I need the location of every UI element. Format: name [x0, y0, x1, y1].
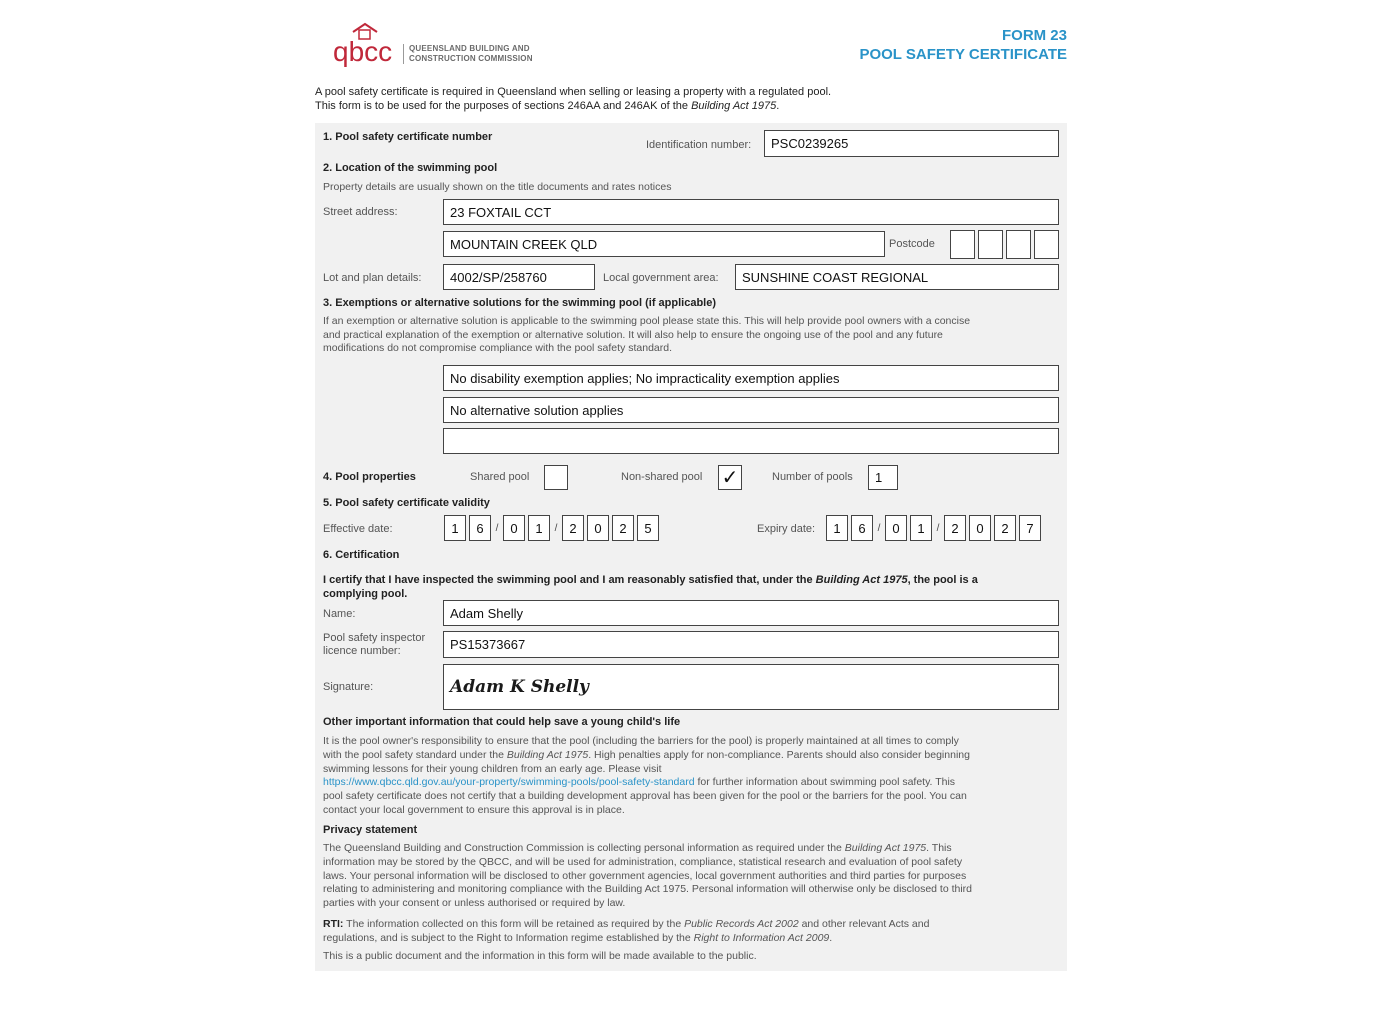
- rti-act: Public Records Act 2002: [684, 918, 799, 930]
- privacy-text: [323, 842, 1055, 911]
- exemptions-note-line: modifications do not compromise compliance with the pool safety standard.: [323, 342, 673, 355]
- expiry-date-digit[interactable]: 1: [910, 515, 932, 541]
- date-separator: /: [554, 522, 558, 534]
- other-info-line: contact your local government to ensure this approval is in place.: [323, 803, 625, 816]
- street-address-line-1[interactable]: 23 FOXTAIL CCT: [443, 199, 1059, 225]
- number-of-pools-field[interactable]: 1: [868, 465, 898, 490]
- other-info-text-part: with the pool safety standard under the: [323, 748, 507, 761]
- expiry-date-digit[interactable]: 0: [969, 515, 991, 541]
- effective-date-digit[interactable]: 5: [637, 515, 659, 541]
- intro-line-2: [315, 99, 831, 113]
- exemption-line-1[interactable]: No disability exemption applies; No impracticality exemption applies: [443, 365, 1059, 391]
- effective-date-digit[interactable]: 0: [503, 515, 525, 541]
- exemptions-note: [323, 315, 1058, 356]
- licence-number-label: [323, 632, 425, 658]
- rti-line: [323, 918, 1055, 932]
- effective-date-digit[interactable]: 1: [444, 515, 466, 541]
- signature-label: Signature:: [323, 681, 374, 693]
- expiry-date-digit[interactable]: 2: [944, 515, 966, 541]
- postcode-label: Postcode: [889, 238, 935, 250]
- certification-act: Building Act 1975: [815, 574, 908, 586]
- form-title: POOL SAFETY CERTIFICATE: [859, 46, 1067, 63]
- exemption-line-3[interactable]: [443, 428, 1059, 454]
- other-info-text-part: for further information about swimming pool safety. This: [694, 776, 956, 789]
- rti-text-part: regulations, and is subject to the Right to Information regime established by the: [323, 931, 694, 944]
- rti-text-part: The information collected on this form will be retained as required by the: [343, 918, 685, 930]
- logo-divider: [403, 44, 404, 64]
- section-5-heading: 5. Pool safety certificate validity: [323, 497, 490, 509]
- form-heading: [859, 26, 1067, 64]
- lot-plan-field[interactable]: 4002/SP/258760: [443, 264, 595, 290]
- exemption-line-2[interactable]: No alternative solution applies: [443, 397, 1059, 423]
- other-info-act: Building Act 1975: [506, 748, 589, 761]
- section-2-heading: 2. Location of the swimming pool: [323, 162, 498, 174]
- rti-line: [323, 932, 1055, 946]
- privacy-line: relating to administering and monitoring compliance with the Building Act 1975. Personal information will otherwise only be disclosed to third: [323, 883, 973, 896]
- property-details-note: Property details are usually shown on the title documents and rates notices: [323, 181, 672, 193]
- logo-line-2: CONSTRUCTION COMMISSION: [409, 54, 533, 63]
- date-separator: /: [495, 522, 499, 534]
- name-field[interactable]: Adam Shelly: [443, 600, 1059, 626]
- expiry-date-digit[interactable]: 2: [994, 515, 1016, 541]
- certification-text-end: , the pool is a: [907, 574, 978, 586]
- other-info-heading: Other important information that could help save a young child's life: [323, 716, 681, 728]
- licence-label-line-1: Pool safety inspector: [323, 632, 426, 644]
- rti-label: RTI:: [323, 918, 344, 930]
- effective-date-field: [444, 515, 659, 541]
- number-of-pools-label: Number of pools: [772, 471, 853, 483]
- rti-text-part: and other relevant Acts and: [798, 918, 930, 930]
- section-4-heading: 4. Pool properties: [323, 471, 416, 483]
- privacy-act: Building Act 1975: [844, 842, 927, 854]
- privacy-text-part: The Queensland Building and Construction Commission is collecting personal information as required under the: [323, 842, 845, 854]
- certification-statement: [323, 573, 1058, 601]
- effective-date-digit[interactable]: 2: [612, 515, 634, 541]
- street-address-line-2[interactable]: MOUNTAIN CREEK QLD: [443, 231, 885, 257]
- privacy-text-part: . This: [926, 842, 952, 854]
- intro-text: [315, 85, 831, 113]
- identification-number-field[interactable]: PSC0239265: [764, 130, 1059, 157]
- qbcc-logo: [333, 20, 403, 76]
- expiry-date-field: [826, 515, 1041, 541]
- identification-number-label: Identification number:: [646, 139, 752, 151]
- certification-line-2: complying pool.: [323, 588, 408, 600]
- logo-mark: qbcc: [333, 36, 393, 67]
- signature-field[interactable]: Adam K Shelly: [443, 664, 1059, 710]
- public-document-note: This is a public document and the information in this form will be made available to the public.: [323, 950, 757, 962]
- exemptions-note-line: If an exemption or alternative solution is applicable to the swimming pool please state this. This will help provide pool owners with a concise: [323, 315, 971, 327]
- postcode-digit[interactable]: [950, 230, 975, 259]
- privacy-heading: Privacy statement: [323, 824, 418, 836]
- other-info-line: [323, 776, 1055, 790]
- effective-date-digit[interactable]: 0: [587, 515, 609, 541]
- other-info-text-part: . High penalties apply for non-compliance. Parents should also consider beginning: [588, 748, 970, 761]
- certification-line-1: [323, 573, 1058, 587]
- rti-text: [323, 918, 1055, 946]
- intro-line-2-end: .: [776, 100, 780, 112]
- shared-pool-label: Shared pool: [470, 471, 530, 483]
- postcode-boxes: [950, 230, 1059, 259]
- lot-plan-label: Lot and plan details:: [323, 272, 422, 284]
- date-separator: /: [936, 522, 940, 534]
- licence-number-field[interactable]: PS15373667: [443, 631, 1059, 658]
- expiry-date-digit[interactable]: 0: [885, 515, 907, 541]
- postcode-digit[interactable]: [1034, 230, 1059, 259]
- other-info-text: [323, 735, 1055, 818]
- section-6-heading: 6. Certification: [323, 549, 400, 561]
- street-address-label: Street address:: [323, 206, 398, 218]
- non-shared-pool-label: Non-shared pool: [621, 471, 703, 483]
- licence-label-line-2: licence number:: [323, 645, 401, 657]
- section-1-heading: 1. Pool safety certificate number: [323, 131, 493, 143]
- expiry-date-digit[interactable]: 1: [826, 515, 848, 541]
- non-shared-pool-checkbox[interactable]: ✓: [718, 465, 742, 490]
- intro-line-1: A pool safety certificate is required in Queensland when selling or leasing a property with a regulated pool.: [315, 86, 832, 98]
- date-separator: /: [877, 522, 881, 534]
- logo-line-1: QUEENSLAND BUILDING AND: [409, 44, 530, 53]
- local-government-area-field[interactable]: SUNSHINE COAST REGIONAL: [735, 264, 1059, 290]
- expiry-date-digit[interactable]: 7: [1019, 515, 1041, 541]
- form-number: FORM 23: [1001, 27, 1067, 44]
- privacy-line: parties with your consent or unless authorised or required by law.: [323, 897, 626, 910]
- expiry-date-label: Expiry date:: [757, 523, 816, 535]
- effective-date-digit[interactable]: 2: [562, 515, 584, 541]
- other-info-line: pool safety certificate does not certify that a building development approval has been given for the pool or the barriers for the pool. You can: [323, 790, 967, 803]
- expiry-date-digit[interactable]: 6: [851, 515, 873, 541]
- privacy-line: laws. Your personal information will be disclosed to other government agencies, local government authorities and third parties for purposes: [323, 869, 967, 882]
- privacy-line: information may be stored by the QBCC, and will be used for administration, compliance, statistical research and evaluation of pool safety: [323, 855, 963, 868]
- logo-wordmark: [409, 44, 533, 64]
- postcode-digit[interactable]: [1006, 230, 1031, 259]
- postcode-digit[interactable]: [978, 230, 1003, 259]
- rti-text-part: .: [829, 931, 833, 944]
- effective-date-label: Effective date:: [323, 523, 393, 535]
- pool-safety-standard-link[interactable]: https://www.qbcc.qld.gov.au/your-property/swimming-pools/pool-safety-standard: [323, 776, 695, 789]
- local-government-area-label: Local government area:: [603, 272, 719, 284]
- exemptions-note-line: and practical explanation of the exemption or alternative solution. It will also help to ensure the ongoing use of the pool and any future: [323, 328, 943, 341]
- intro-line-2-text: This form is to be used for the purposes of sections 246AA and 246AK of the: [315, 100, 692, 112]
- section-3-heading: 3. Exemptions or alternative solutions for the swimming pool (if applicable): [323, 297, 717, 309]
- intro-act: Building Act 1975: [691, 100, 777, 112]
- rti-act: Right to Information Act 2009: [693, 931, 830, 944]
- other-info-line: swimming lessons for their young children from an early age. Please visit: [323, 762, 662, 775]
- shared-pool-checkbox[interactable]: [544, 465, 568, 490]
- name-label: Name:: [323, 608, 356, 620]
- effective-date-digit[interactable]: 1: [528, 515, 550, 541]
- effective-date-digit[interactable]: 6: [469, 515, 491, 541]
- certification-text: I certify that I have inspected the swimming pool and I am reasonably satisfied that, under the: [323, 574, 816, 586]
- privacy-line: [323, 842, 1055, 856]
- other-info-line: [323, 749, 1055, 763]
- other-info-line: It is the pool owner's responsibility to ensure that the pool (including the barriers for the pool) is properly maintained at all times to comply: [323, 735, 959, 747]
